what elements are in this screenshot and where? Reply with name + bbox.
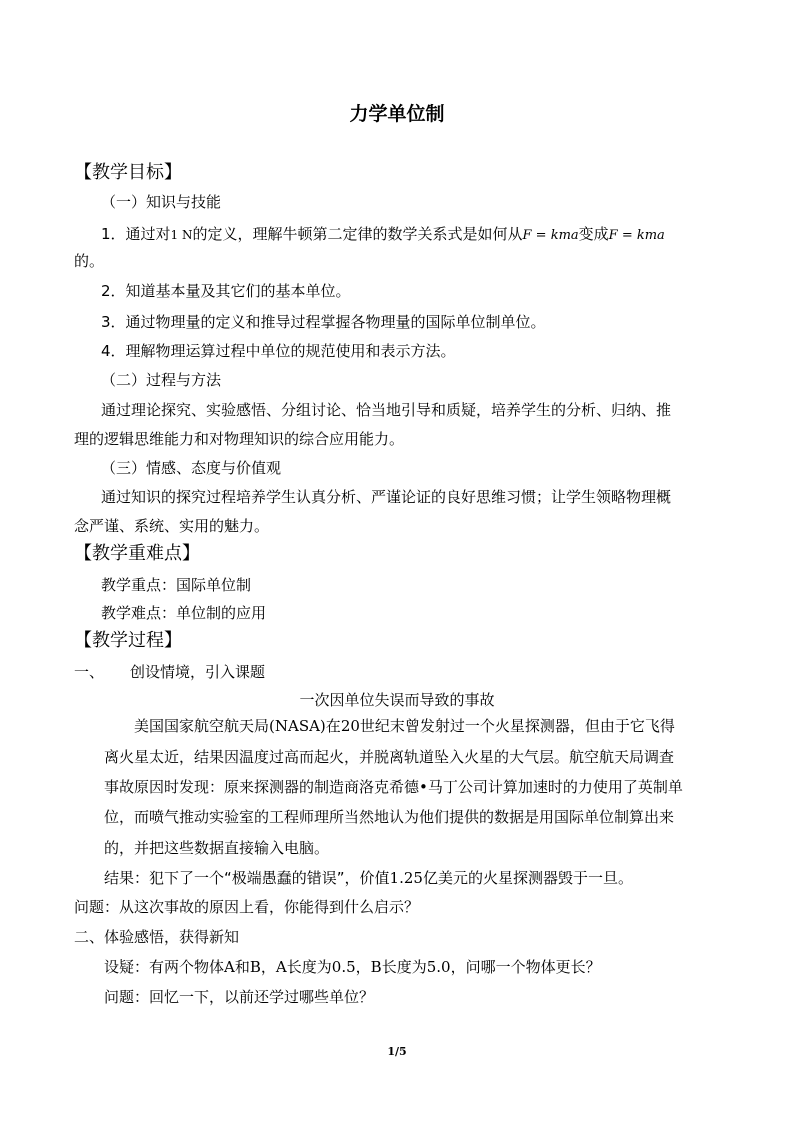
formula-2: F = kma <box>608 228 665 243</box>
story-line-4: 位，而喷气推动实验室的工程师理所当然地认为他们提供的数据是用国际单位制算出来 <box>104 808 675 826</box>
step-1-title: 创设情境，引入课题 <box>130 663 266 681</box>
objective-item-1-end: 的。 <box>74 252 105 270</box>
objective-item-1 <box>101 224 665 246</box>
question-1: 问题：从这次事故的原因上看，你能得到什么启示？ <box>74 898 420 916</box>
step-1-number: 一、 <box>74 663 105 681</box>
hypothesis-g: ，问哪一个物体更长？ <box>450 958 601 976</box>
subheading-process: （二）过程与方法 <box>101 371 222 389</box>
key-points-heading: 【教学重难点】 <box>74 543 200 564</box>
story-result <box>104 868 633 888</box>
hypothesis-e: ， <box>355 958 371 976</box>
object-a-2: A <box>275 958 287 976</box>
hypothesis-a: 设疑：有两个物体 <box>104 958 225 976</box>
subheading-knowledge: （一）知识与技能 <box>101 193 222 211</box>
page-title: 力学单位制 <box>349 103 445 125</box>
process-heading: 【教学过程】 <box>74 630 182 651</box>
story-result-a: 结果：犯下了一个“极端愚蠢的错误”，价值 <box>104 869 390 887</box>
question-2: 问题：回忆一下，以前还学过哪些单位？ <box>104 988 375 1006</box>
step-2-title: 二、体验感悟，获得新知 <box>74 928 240 946</box>
length-b: 5.0 <box>426 958 451 976</box>
objective-item-1-text-c: 变成 <box>578 225 609 243</box>
story-result-amount: 1.25 <box>389 869 423 887</box>
values-paragraph-line-1: 通过知识的探究过程培养学生认真分析、严谨论证的良好思维习惯；让学生领略物理概 <box>101 488 672 506</box>
subheading-values: （三）情感、态度与价值观 <box>101 459 282 477</box>
page-number: 1/5 <box>387 1045 407 1058</box>
objective-item-2: 2．知道基本量及其它们的基本单位。 <box>101 282 351 300</box>
unit-newton: 1 N <box>170 228 193 242</box>
object-b-2: B <box>370 958 382 976</box>
object-a: A <box>224 958 235 976</box>
hypothesis-d: 长度为 <box>286 958 332 976</box>
length-a: 0.5 <box>331 958 356 976</box>
hypothesis-c: ， <box>260 958 276 976</box>
hypothesis-b: 和 <box>234 958 250 976</box>
objective-item-4: 4．理解物理运算过程中单位的规范使用和表示方法。 <box>101 342 456 360</box>
difficult-point: 教学难点：单位制的应用 <box>101 604 267 622</box>
hypothesis-f: 长度为 <box>381 958 427 976</box>
story-line-1-a: 美国国家航空航天局 <box>134 717 270 735</box>
story-line-1-b: 在 <box>325 717 341 735</box>
objectives-heading: 【教学目标】 <box>74 162 182 183</box>
story-result-b: 亿美元的火星探测器毁于一旦。 <box>422 869 633 887</box>
process-paragraph-line-2: 理的逻辑思维能力和对物理知识的综合应用能力。 <box>74 430 405 448</box>
formula-1: F = kma <box>522 228 579 243</box>
objective-item-3: 3．通过物理量的定义和推导过程掌握各物理量的国际单位制单位。 <box>101 313 546 331</box>
story-line-1 <box>134 716 675 736</box>
values-paragraph-line-2: 念严谨、系统、实用的魅力。 <box>74 517 270 535</box>
objective-item-1-text-a: 1．通过对 <box>101 225 171 243</box>
object-b: B <box>249 958 261 976</box>
story-line-5: 的，并把这些数据直接输入电脑。 <box>104 839 330 857</box>
objective-item-1-text-b: 的定义，理解牛顿第二定律的数学关系式是如何从 <box>192 225 523 243</box>
story-line-1-c: 世纪末曾发射过一个火星探测器，但由于它飞得 <box>359 717 675 735</box>
story-nasa: (NASA) <box>269 717 326 735</box>
story-line-2: 离火星太近，结果因温度过高而起火，并脱离轨道坠入火星的大气层。航空航天局调查 <box>104 748 675 766</box>
story-line-3: 事故原因时发现：原来探测器的制造商洛克希德•马丁公司计算加速时的力使用了英制单 <box>104 778 683 796</box>
process-paragraph-line-1: 通过理论探究、实验感悟、分组讨论、恰当地引导和质疑，培养学生的分析、归纳、推 <box>101 401 672 419</box>
story-title: 一次因单位失误而导致的事故 <box>299 691 495 709</box>
key-point: 教学重点：国际单位制 <box>101 576 252 594</box>
story-century: 20 <box>340 717 360 735</box>
hypothesis <box>104 957 601 977</box>
